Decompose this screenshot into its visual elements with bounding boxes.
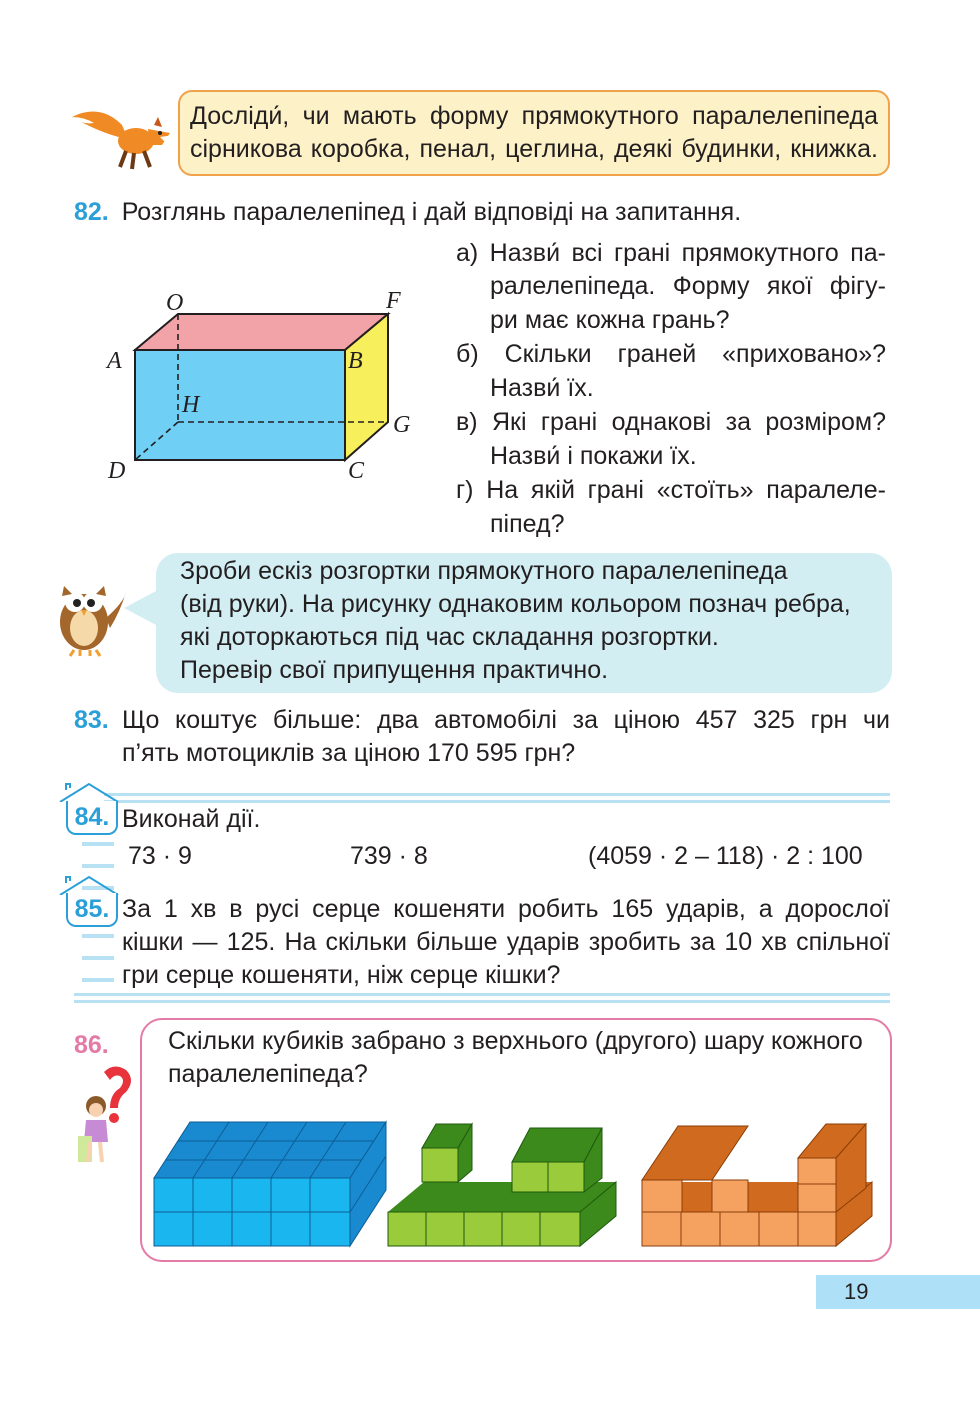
homework-house-icon-85 xyxy=(58,875,120,895)
q-d-line2: піпед? xyxy=(490,510,565,538)
owl-tip-line1: Зроби ескіз розгортки прямокутного паралелепіпеда xyxy=(180,557,788,585)
owl-speech-tail xyxy=(124,590,158,626)
homework-bottom-rule xyxy=(74,993,890,996)
label-F: F xyxy=(386,288,401,314)
label-D: D xyxy=(108,458,126,484)
homework-top-rule xyxy=(104,793,890,796)
cube-figure-orange xyxy=(638,1118,876,1250)
cube-figure-green xyxy=(384,1118,620,1250)
cube-figure-blue xyxy=(150,1118,390,1250)
q-d-line1: г) На якій грані «стоїть» паралеле- xyxy=(456,476,886,504)
task85-line2: кішки — 125. На скільки більше ударів зробить за 10 хв спільної xyxy=(122,928,890,956)
q-a-line3: ри має кожна грань? xyxy=(490,306,730,334)
q-a-line1: а) Назви́ всі грані прямокутного па- xyxy=(456,239,886,267)
q-b-line1: б) Скільки граней «приховано»? xyxy=(456,340,886,368)
label-B: B xyxy=(348,348,363,374)
task83 xyxy=(74,704,890,770)
task84-expr3: (4059 · 2 – 118) · 2 : 100 xyxy=(588,842,863,870)
page-number-tab xyxy=(816,1275,980,1309)
task83-line2: п’ять мотоциклів за ціною 170 595 грн? xyxy=(122,739,576,767)
task84-text: Виконай дії. xyxy=(122,805,261,833)
task86-text xyxy=(168,1025,878,1091)
fox-tip-line2: сірникова коробка, пенал, цеглина, деякі будинки, книжка. xyxy=(190,135,878,163)
label-A: A xyxy=(107,348,122,374)
task86-line1: Скільки кубиків забрано з верхнього (другого) шару кожного xyxy=(168,1027,863,1055)
page-number: 19 xyxy=(844,1279,869,1304)
owl-tip-line4: Перевір свої припущення практично. xyxy=(180,656,609,684)
fox-illustration xyxy=(70,95,180,175)
task86-number: 86. xyxy=(74,1031,109,1059)
label-H: H xyxy=(182,392,200,418)
task84-number: 84. xyxy=(66,801,118,835)
q-c-line1: в) Які грані однакові за розміром? xyxy=(456,408,886,436)
q-a-line2: ралелепіпеда. Форму якої фігу- xyxy=(490,272,886,300)
task83-number: 83. xyxy=(74,706,109,734)
task82-text: Розглянь паралелепіпед і дай відповіді на запитання. xyxy=(121,198,742,226)
fox-tip-box xyxy=(178,90,890,176)
front-face xyxy=(135,350,345,460)
task86-line2: паралелепіпеда? xyxy=(168,1060,368,1088)
homework-bottom-rule2 xyxy=(74,1000,890,1003)
owl-tip-line2: (від руки). На рисунку однаковим кольором познач ребра, xyxy=(180,590,851,618)
task85-line3: гри серце кошеняти, ніж серце кішки? xyxy=(122,961,561,989)
label-G: G xyxy=(393,412,411,438)
q-b-line2: Назви́ їх. xyxy=(490,374,594,402)
task84-expr2: 739 · 8 xyxy=(350,842,428,870)
task84-expr1: 73 · 9 xyxy=(128,842,192,870)
homework-house-icon xyxy=(58,782,120,802)
task82-number: 82. xyxy=(74,198,109,226)
owl-illustration xyxy=(50,572,130,658)
owl-tip-line3: які доторкаються під час складання розгортки. xyxy=(180,623,719,651)
owl-tip-box xyxy=(156,553,892,693)
parallelepiped-diagram xyxy=(100,280,430,490)
fox-tip-line1: Досліди́, чи мають форму прямокутного паралелепіпеда xyxy=(190,102,878,130)
task82-heading xyxy=(74,196,741,229)
task85-text xyxy=(122,893,890,992)
task85-line1: За 1 хв в русі серце кошеняти робить 165 ударів, а дорослої xyxy=(122,895,890,923)
task85-number: 85. xyxy=(66,893,118,927)
task83-line1: Що коштує більше: два автомобілі за ціною 457 325 грн чи xyxy=(122,706,890,734)
label-O: O xyxy=(166,290,184,316)
q-c-line2: Назви́ і покажи їх. xyxy=(490,442,697,470)
girl-question-illustration xyxy=(74,1064,140,1168)
label-C: C xyxy=(348,458,365,484)
